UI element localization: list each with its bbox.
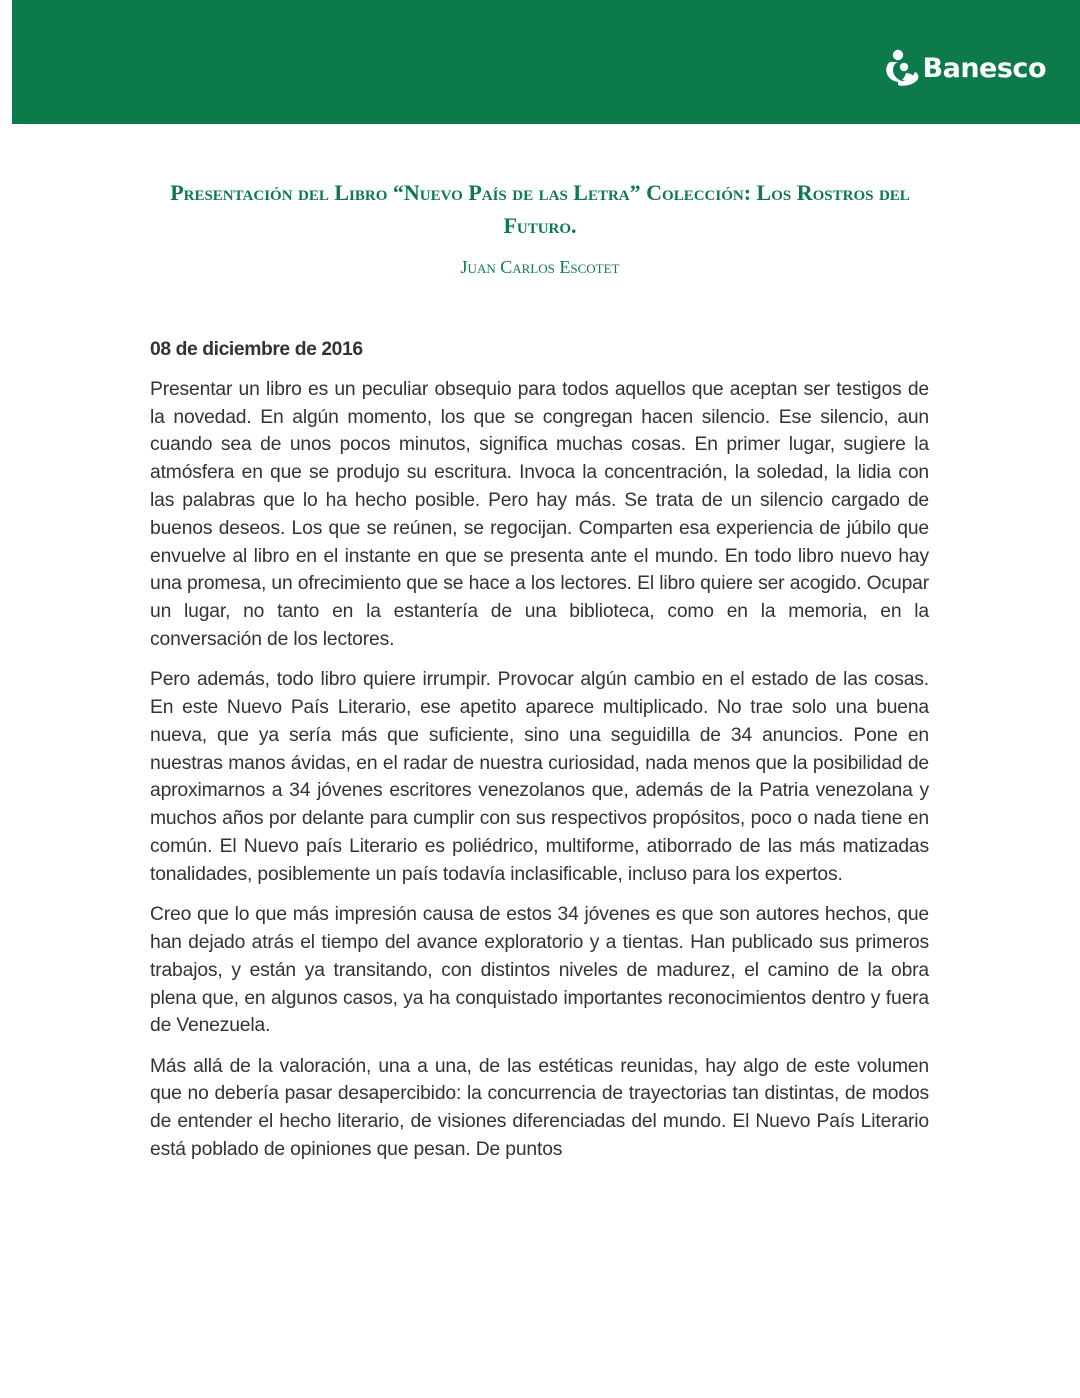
document-date: 08 de diciembre de 2016 bbox=[150, 339, 363, 360]
brand-logo bbox=[884, 48, 1046, 88]
banesco-people-icon bbox=[884, 49, 920, 87]
document-body bbox=[150, 336, 929, 1176]
body-paragraph: Más allá de la valoración, una a una, de las estéticas reunidas, hay algo de este volumen que no debería pasar desapercibido: la concurrencia de trayectorias tan distintas, de modos de entender el hecho literario, de visiones diferenciadas del mundo. El Nuevo País Literario está poblado de opiniones que pesan. De puntos bbox=[150, 1055, 929, 1161]
document-author: Juan Carlos Escotet bbox=[460, 257, 620, 277]
body-paragraph: Creo que lo que más impresión causa de estos 34 jóvenes es que son autores hechos, que han dejado atrás el tiempo del avance exploratorio y a tientas. Han publicado sus primeros trabajos, y están ya transitando, con distintos niveles de madurez, el camino de la obra plena que, en algunos casos, ya ha conquistado importantes reconocimientos dentro y fuera de Venezuela. bbox=[150, 904, 929, 1037]
body-paragraph: Presentar un libro es un peculiar obsequio para todos aquellos que aceptan ser testigos de la novedad. En algún momento, los que se congregan hacen silencio. Ese silencio, aun cuando sea de unos pocos minutos, significa muchas cosas. En primer lugar, sugiere la atmósfera en que se produjo su escritura. Invoca la concentración, la soledad, la lidia con las palabras que lo ha hecho posible. Pero hay más. Se trata de un silencio cargado de buenos deseos. Los que se reúnen, se regocijan. Comparten esa experiencia de júbilo que envuelve al libro en el instante en que se presenta ante el mundo. En todo libro nuevo hay una promesa, un ofrecimiento que se hace a los lectores. El libro quiere ser acogido. Ocupar un lugar, no tanto en la estantería de una biblioteca, como en la memoria, en la conversación de los lectores. bbox=[150, 378, 929, 650]
header-bar bbox=[12, 0, 1080, 124]
brand-name: Banesco bbox=[922, 52, 1046, 84]
document-title: Presentación del Libro “Nuevo País de las Letra” Colección: Los Rostros del Futuro. bbox=[170, 180, 910, 238]
body-paragraph: Pero además, todo libro quiere irrumpir. Provocar algún cambio en el estado de las cosas. En este Nuevo País Literario, ese apetito aparece multiplicado. No trae solo una buena nueva, que ya sería más que suficiente, sino una seguidilla de 34 anuncios. Pone en nuestras manos ávidas, en el radar de nuestra curiosidad, nada menos que la posibilidad de aproximarnos a 34 jóvenes escritores venezolanos que, además de la Patria venezolana y muchos años por delante para cumplir con sus respectivos propósitos, poco o nada tiene en común. El Nuevo país Literario es poliédrico, multiforme, atiborrado de las más matizadas tonalidades, posiblemente un país todavía inclasificable, incluso para los expertos. bbox=[150, 669, 929, 885]
